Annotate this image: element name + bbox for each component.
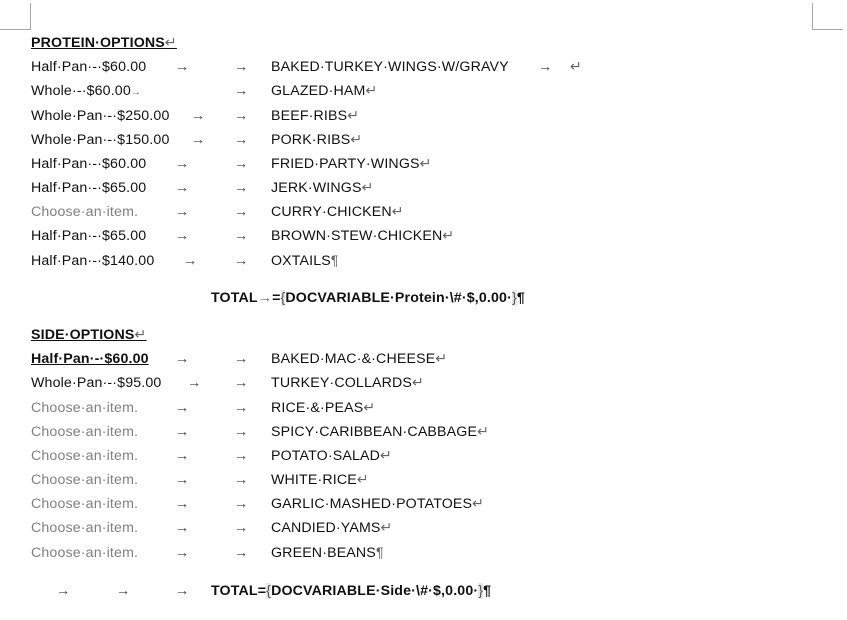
protein-row[interactable]: [0, 81, 847, 101]
tab-arrow: →: [234, 59, 249, 75]
tab-arrow: →: [175, 204, 190, 220]
protein-price[interactable]: Whole·-·$60.00→: [31, 83, 142, 99]
tab-arrow: →: [175, 496, 190, 512]
tab-arrow: →: [538, 59, 553, 75]
side-heading-line: [0, 325, 847, 345]
tab-arrow: →: [234, 156, 249, 172]
side-name: GREEN·BEANS¶: [271, 545, 384, 561]
protein-price[interactable]: Half·Pan·-·$65.00: [31, 228, 147, 244]
tab-arrow: →: [175, 351, 190, 367]
tab-arrow: →: [234, 132, 249, 148]
side-row[interactable]: [0, 398, 847, 418]
side-total-line: [0, 581, 847, 601]
tab-arrow: →: [234, 204, 249, 220]
protein-total-line: [0, 288, 847, 308]
tab-arrow: →: [175, 228, 190, 244]
tab-arrow: →: [234, 472, 249, 488]
tab-arrow: →: [175, 545, 190, 561]
protein-heading: PROTEIN·OPTIONS↵: [31, 35, 177, 51]
line-break-mark: ↵: [570, 59, 583, 75]
protein-row[interactable]: [0, 130, 847, 150]
protein-name: BAKED·TURKEY·WINGS·W/GRAVY: [271, 59, 509, 75]
crop-mark-top-left: [0, 3, 31, 30]
protein-row[interactable]: [0, 57, 847, 77]
side-price-placeholder[interactable]: Choose·an·item.: [31, 545, 139, 561]
protein-price[interactable]: Whole·Pan·-·$250.00: [31, 108, 170, 124]
tab-arrow: →: [234, 424, 249, 440]
tab-arrow: →: [56, 583, 71, 599]
tab-arrow: →: [234, 351, 249, 367]
side-price-placeholder[interactable]: Choose·an·item.: [31, 520, 139, 536]
protein-name: FRIED·PARTY·WINGS↵: [271, 156, 432, 172]
side-row[interactable]: [0, 470, 847, 490]
side-row[interactable]: [0, 518, 847, 538]
tab-arrow: →: [234, 400, 249, 416]
side-price-placeholder[interactable]: Choose·an·item.: [31, 472, 139, 488]
protein-row[interactable]: [0, 154, 847, 174]
protein-price[interactable]: Whole·Pan·-·$150.00: [31, 132, 170, 148]
side-row[interactable]: [0, 494, 847, 514]
field-brace-open: {: [266, 583, 272, 599]
protein-price[interactable]: Half·Pan·-·$140.00: [31, 253, 155, 269]
field-brace-open: {: [280, 290, 286, 306]
side-row[interactable]: [0, 446, 847, 466]
protein-heading-line: [0, 33, 847, 53]
crop-mark-top-right: [812, 3, 843, 30]
protein-name: BROWN·STEW·CHICKEN↵: [271, 228, 455, 244]
tab-arrow: →: [175, 583, 190, 599]
tab-arrow: →: [234, 545, 249, 561]
side-total-field[interactable]: DOCVARIABLE·Side·\#·$,0.00·: [271, 583, 479, 599]
tab-arrow: →: [175, 59, 190, 75]
protein-row[interactable]: [0, 251, 847, 271]
side-price-placeholder[interactable]: Choose·an·item.: [31, 424, 139, 440]
side-heading: SIDE·OPTIONS↵: [31, 327, 147, 343]
tab-arrow: →: [183, 253, 198, 269]
side-name: BAKED·MAC·&·CHEESE↵: [271, 351, 448, 367]
protein-row[interactable]: [0, 226, 847, 246]
side-name: POTATO·SALAD↵: [271, 448, 393, 464]
protein-total: TOTAL→={DOCVARIABLE·Protein·\#·$,0.00·}¶: [211, 290, 525, 306]
protein-row[interactable]: [0, 106, 847, 126]
protein-name: JERK·WINGS↵: [271, 180, 374, 196]
tab-arrow: →: [234, 496, 249, 512]
side-name: GARLIC·MASHED·POTATOES↵: [271, 496, 485, 512]
tab-arrow: →: [191, 108, 206, 124]
protein-price[interactable]: Half·Pan·-·$60.00: [31, 59, 147, 75]
side-price[interactable]: Whole·Pan·-·$95.00: [31, 375, 162, 391]
tab-arrow: →: [234, 520, 249, 536]
tab-arrow: →: [175, 448, 190, 464]
side-price[interactable]: Half·Pan·-·$60.00: [31, 351, 149, 367]
protein-name: OXTAILS¶: [271, 253, 339, 269]
protein-row[interactable]: [0, 178, 847, 198]
side-name: WHITE·RICE↵: [271, 472, 369, 488]
protein-name: BEEF·RIBS↵: [271, 108, 360, 124]
tab-arrow: →: [234, 375, 249, 391]
tab-arrow: →: [234, 83, 249, 99]
field-brace-close: }: [511, 290, 517, 306]
side-name: SPICY·CARIBBEAN·CABBAGE↵: [271, 424, 490, 440]
tab-arrow: →: [175, 424, 190, 440]
tab-arrow: →: [191, 132, 206, 148]
side-price-placeholder[interactable]: Choose·an·item.: [31, 400, 139, 416]
tab-arrow: →: [175, 472, 190, 488]
tab-arrow: →: [234, 228, 249, 244]
side-row[interactable]: [0, 349, 847, 369]
tab-arrow: →: [187, 375, 202, 391]
side-name: CANDIED·YAMS↵: [271, 520, 393, 536]
side-row[interactable]: [0, 543, 847, 563]
protein-name: GLAZED·HAM↵: [271, 83, 378, 99]
protein-name: PORK·RIBS↵: [271, 132, 363, 148]
tab-arrow: →: [234, 180, 249, 196]
tab-arrow: →: [175, 180, 190, 196]
protein-price[interactable]: Half·Pan·-·$65.00: [31, 180, 147, 196]
tab-arrow: →: [175, 156, 190, 172]
protein-total-field[interactable]: DOCVARIABLE·Protein·\#·$,0.00·: [285, 290, 512, 306]
side-total: TOTAL={DOCVARIABLE·Side·\#·$,0.00·}¶: [211, 583, 492, 599]
tab-arrow: →: [234, 108, 249, 124]
tab-arrow: →: [234, 448, 249, 464]
tab-arrow: →: [175, 400, 190, 416]
side-name: TURKEY·COLLARDS↵: [271, 375, 425, 391]
tab-arrow: →: [175, 520, 190, 536]
side-price-placeholder[interactable]: Choose·an·item.: [31, 448, 139, 464]
protein-row[interactable]: [0, 202, 847, 222]
tab-arrow: →: [116, 583, 131, 599]
protein-price[interactable]: Half·Pan·-·$60.00: [31, 156, 147, 172]
protein-name: CURRY·CHICKEN↵: [271, 204, 404, 220]
side-row[interactable]: [0, 373, 847, 393]
side-price-placeholder[interactable]: Choose·an·item.: [31, 496, 139, 512]
tab-arrow: →: [234, 253, 249, 269]
protein-price-placeholder[interactable]: Choose·an·item.: [31, 204, 139, 220]
side-name: RICE·&·PEAS↵: [271, 400, 376, 416]
side-row[interactable]: [0, 422, 847, 442]
field-brace-close: }: [478, 583, 484, 599]
